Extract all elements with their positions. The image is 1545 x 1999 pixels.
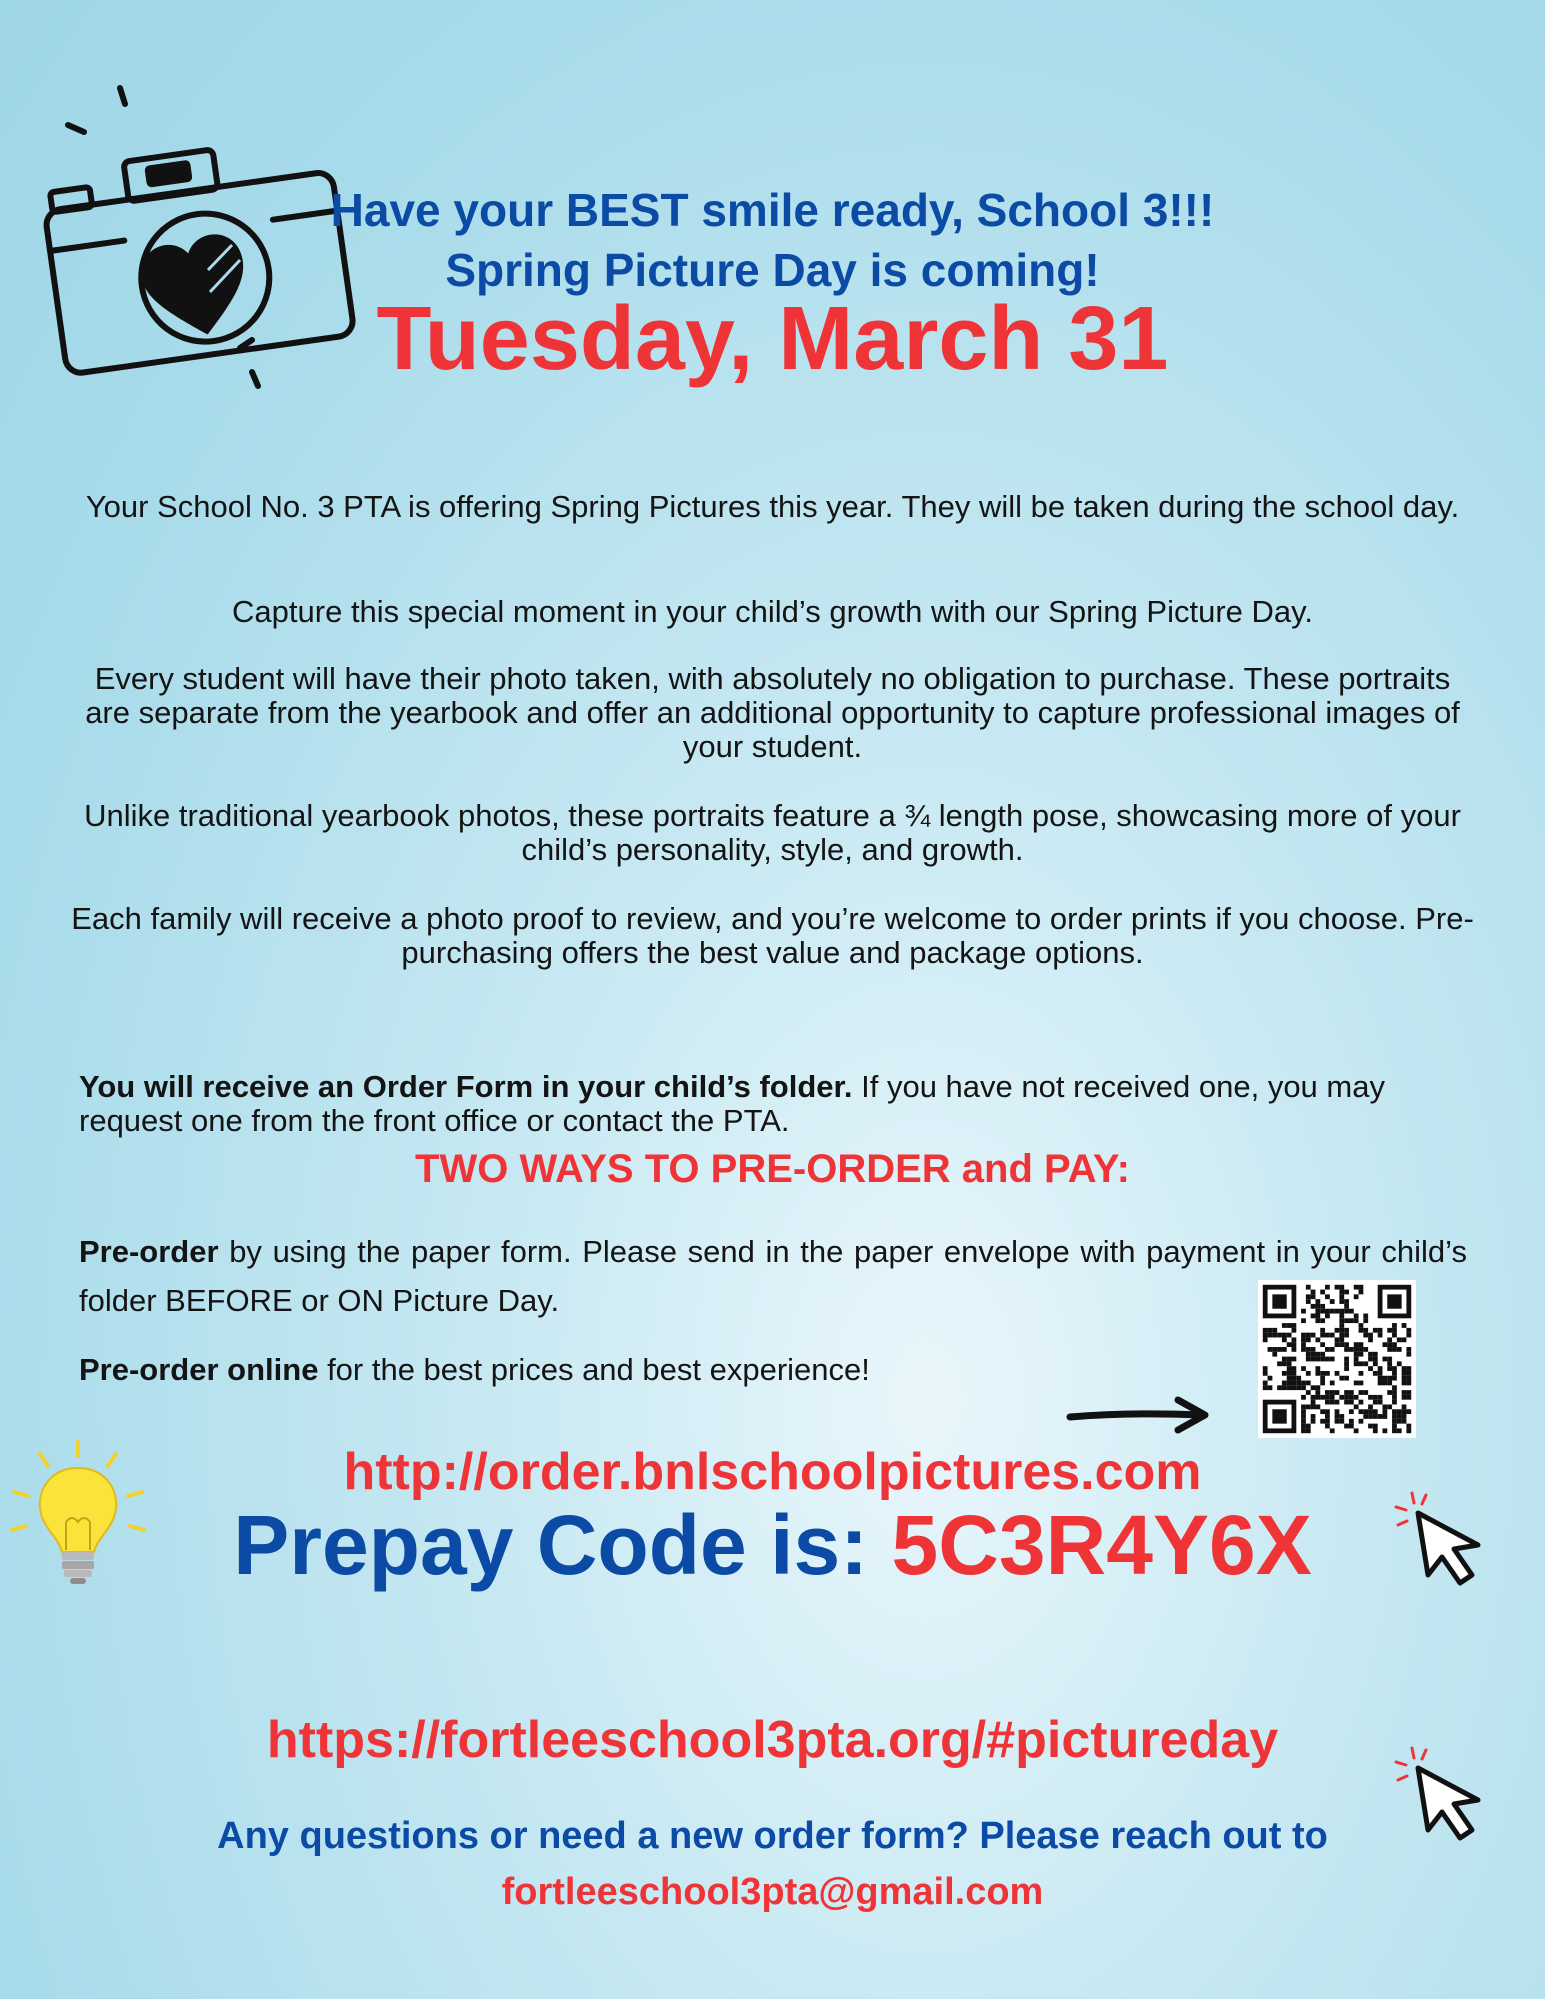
paper-preorder-rest: by using the paper form. Please send in the paper envelope with payment in your child’s folder BEFORE or ON Picture Day.: [79, 1234, 1467, 1318]
headline-smile: Have your BEST smile ready, School 3!!!: [330, 184, 1215, 236]
headline-picture-day: Spring Picture Day is coming!: [445, 244, 1100, 296]
paragraph-proof: Each family will receive a photo proof to review, and you’re welcome to order prints if you choose. Pre-purchasing offers the best value and package options.: [71, 901, 1474, 970]
paragraph-every-student: Every student will have their photo taken, with absolutely no obligation to purchase. These portraits are separate from the yearbook and offer an additional opportunity to capture professional images of your student.: [85, 661, 1460, 764]
online-preorder-bold: Pre-order online: [79, 1352, 319, 1387]
paragraph-capture: Capture this special moment in your child’s growth with our Spring Picture Day.: [232, 594, 1313, 629]
prepay-code-line: [0, 1497, 1545, 1594]
event-date: Tuesday, March 31: [376, 289, 1169, 389]
order-form-notice: [79, 1070, 1459, 1138]
prepay-label: Prepay Code is:: [233, 1498, 869, 1592]
arrow-right-icon: [1060, 1390, 1220, 1440]
contact-email-link[interactable]: fortleeschool3pta@gmail.com: [501, 1871, 1044, 1913]
pta-url-link[interactable]: https://fortleeschool3pta.org/#pictureday: [266, 1711, 1279, 1769]
prepay-code: 5C3R4Y6X: [891, 1498, 1312, 1592]
online-preorder-rest: for the best prices and best experience!: [327, 1352, 870, 1387]
qr-code-icon[interactable]: [1258, 1280, 1416, 1438]
paragraph-intro: Your School No. 3 PTA is offering Spring Pictures this year. They will be taken during the school day.: [85, 489, 1460, 524]
two-ways-heading: TWO WAYS TO PRE-ORDER and PAY:: [415, 1147, 1130, 1191]
paper-preorder-bold: Pre-order: [79, 1234, 219, 1269]
cursor-click-icon: [1390, 1485, 1500, 1595]
order-form-bold: You will receive an Order Form in your child’s folder.: [79, 1069, 853, 1104]
online-preorder: [79, 1352, 1179, 1388]
order-form-rest: If you have not received one, you may request one from the front office or contact the PTA.: [79, 1069, 1385, 1138]
order-url-link[interactable]: http://order.bnlschoolpictures.com: [343, 1443, 1202, 1501]
paragraph-pose: Unlike traditional yearbook photos, these portraits feature a ¾ length pose, showcasing more of your child’s personality, style, and growth.: [84, 798, 1461, 867]
questions-text: Any questions or need a new order form? Please reach out to: [217, 1815, 1328, 1857]
